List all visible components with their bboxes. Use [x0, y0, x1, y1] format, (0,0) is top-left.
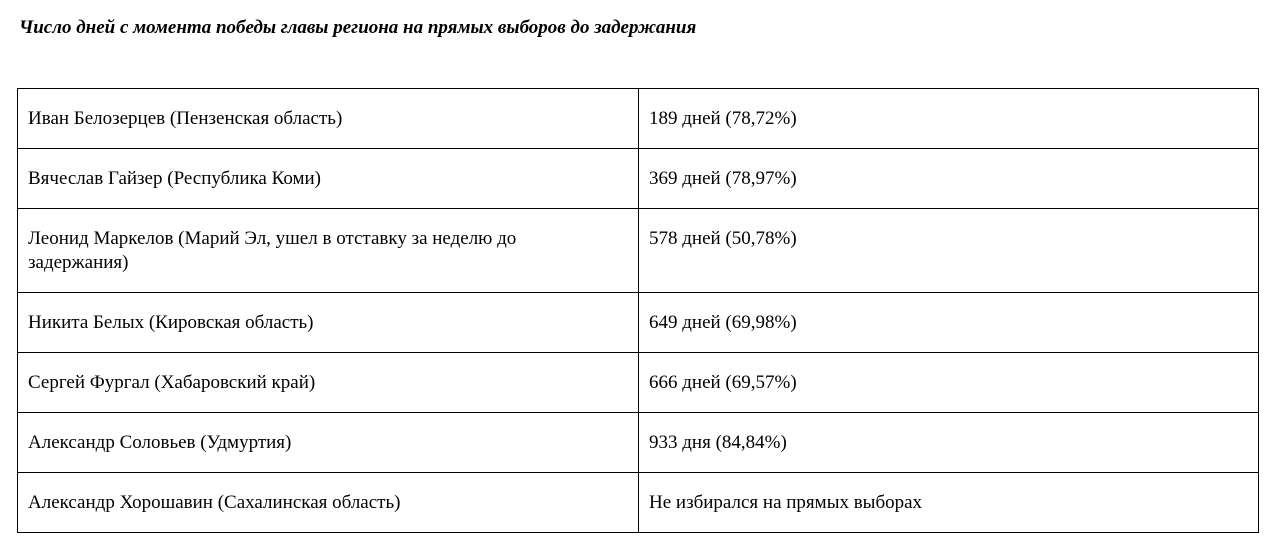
- days-cell: 369 дней (78,97%): [639, 149, 1259, 209]
- days-cell: 933 дня (84,84%): [639, 413, 1259, 473]
- governor-name-cell: Александр Хорошавин (Сахалинская область): [18, 473, 639, 533]
- governor-name-cell: Сергей Фургал (Хабаровский край): [18, 353, 639, 413]
- table-row: [18, 89, 1259, 149]
- governor-name-cell: Иван Белозерцев (Пензенская область): [18, 89, 639, 149]
- days-cell: 578 дней (50,78%): [639, 209, 1259, 293]
- governor-name-cell: Александр Соловьев (Удмуртия): [18, 413, 639, 473]
- governor-name-cell: Леонид Маркелов (Марий Эл, ушел в отставку за неделю до задержания): [18, 209, 639, 293]
- table-row: [18, 473, 1259, 533]
- governor-name-cell: Вячеслав Гайзер (Республика Коми): [18, 149, 639, 209]
- table-row: [18, 353, 1259, 413]
- page-title: Число дней с момента победы главы региона на прямых выборов до задержания: [19, 17, 697, 38]
- days-cell: Не избирался на прямых выборах: [639, 473, 1259, 533]
- table-row: [18, 293, 1259, 353]
- governor-name-cell: Никита Белых (Кировская область): [18, 293, 639, 353]
- governors-table: [17, 88, 1259, 533]
- days-cell: 649 дней (69,98%): [639, 293, 1259, 353]
- days-cell: 189 дней (78,72%): [639, 89, 1259, 149]
- table-row: [18, 413, 1259, 473]
- table-row: [18, 149, 1259, 209]
- table-row: [18, 209, 1259, 293]
- days-cell: 666 дней (69,57%): [639, 353, 1259, 413]
